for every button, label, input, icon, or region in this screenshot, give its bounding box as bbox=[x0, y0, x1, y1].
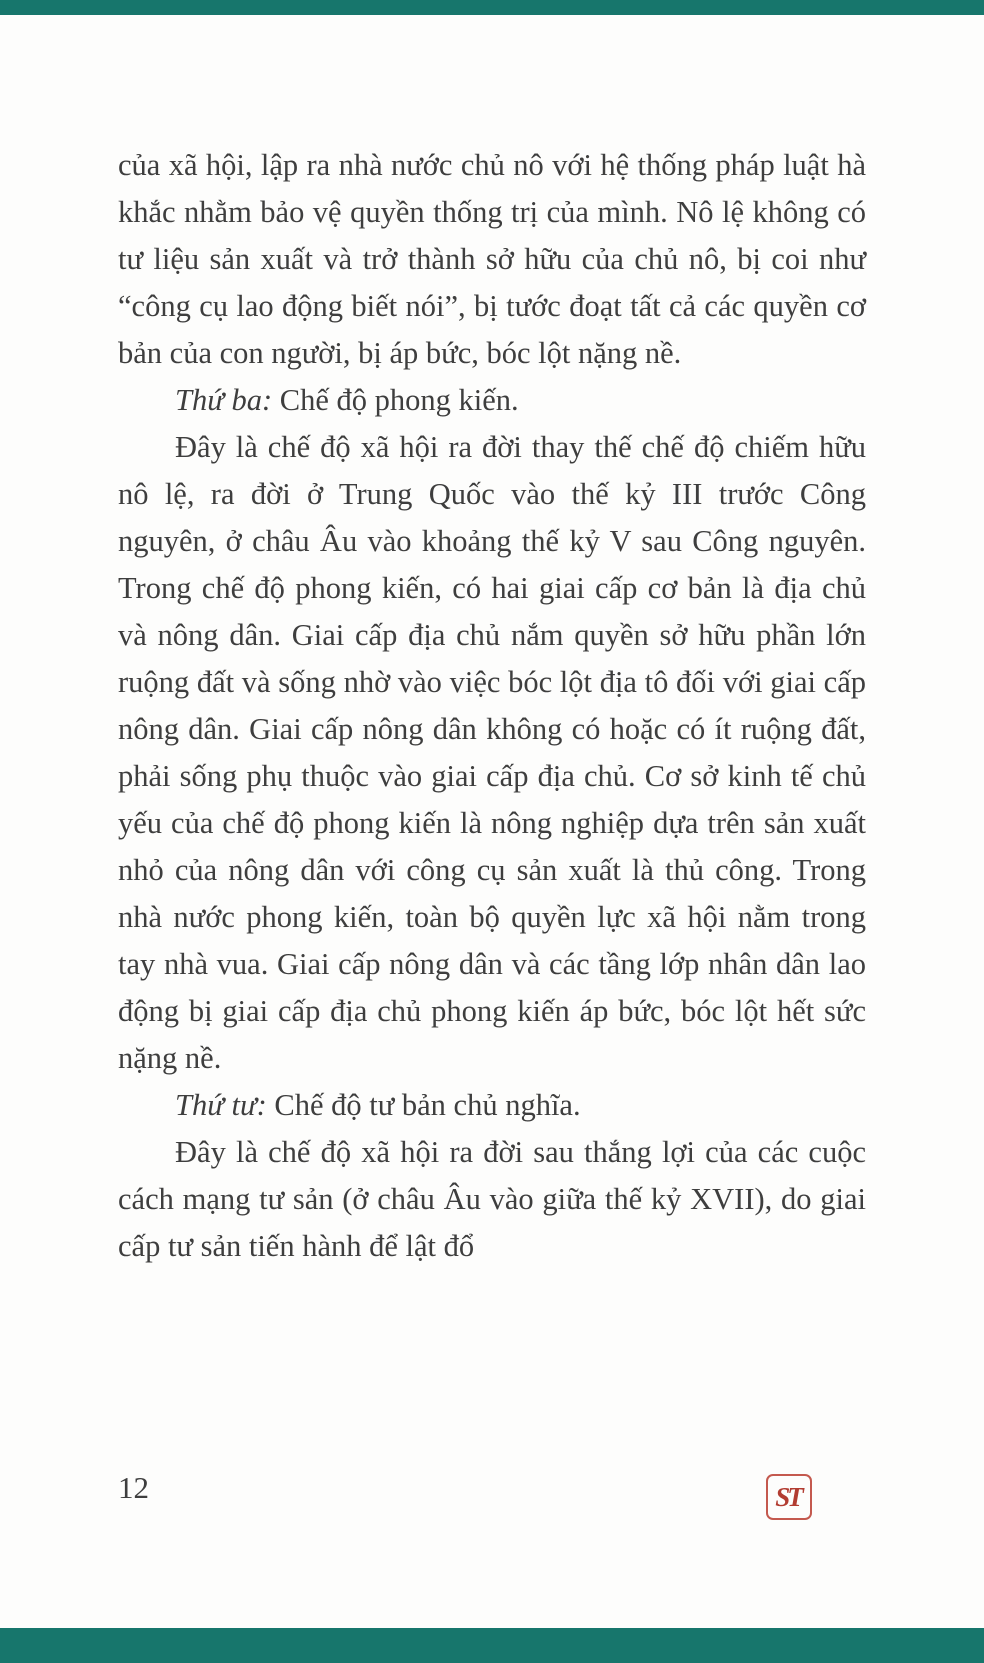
paragraph-capitalism-body: Đây là chế độ xã hội ra đời sau thắng lợi của các cuộc cách mạng tư sản (ở châu Âu vào giữa thế kỷ XVII), do giai cấp tư sản tiến hành để lật đổ bbox=[118, 1135, 866, 1263]
paragraph-heading-feudalism bbox=[118, 377, 866, 424]
bottom-border-band bbox=[0, 1628, 984, 1663]
paragraph-heading-capitalism bbox=[118, 1082, 866, 1129]
page-number: 12 bbox=[118, 1470, 149, 1505]
paragraph-slavery-continued: của xã hội, lập ra nhà nước chủ nô với hệ thống pháp luật hà khắc nhằm bảo vệ quyền thống trị của mình. Nô lệ không có tư liệu sản xuất và trở thành sở hữu của chủ nô, bị coi như “công cụ lao động biết nói”, bị tước đoạt tất cả các quyền cơ bản của con người, bị áp bức, bóc lột nặng nề. bbox=[118, 148, 866, 370]
heading-rest: Chế độ phong kiến. bbox=[272, 383, 519, 417]
paragraph-feudalism-body: Đây là chế độ xã hội ra đời thay thế chế độ chiếm hữu nô lệ, ra đời ở Trung Quốc vào thế kỷ III trước Công nguyên, ở châu Âu vào khoảng thế kỷ V sau Công nguyên. Trong chế độ phong kiến, có hai giai cấp cơ bản là địa chủ và nông dân. Giai cấp địa chủ nắm quyền sở hữu phần lớn ruộng đất và sống nhờ vào việc bóc lột địa tô đối với giai cấp nông dân. Giai cấp nông dân không có hoặc có ít ruộng đất, phải sống phụ thuộc vào giai cấp địa chủ. Cơ sở kinh tế chủ yếu của chế độ phong kiến là nông nghiệp dựa trên sản xuất nhỏ của nông dân với công cụ sản xuất là thủ công. Trong nhà nước phong kiến, toàn bộ quyền lực xã hội nằm trong tay nhà vua. Giai cấp nông dân và các tầng lớp nhân dân lao động bị giai cấp địa chủ phong kiến áp bức, bóc lột hết sức nặng nề. bbox=[118, 430, 866, 1075]
top-border-band bbox=[0, 0, 984, 15]
heading-rest: Chế độ tư bản chủ nghĩa. bbox=[266, 1088, 581, 1122]
page-text-block bbox=[118, 142, 866, 1270]
heading-lead-italic: Thứ ba: bbox=[175, 383, 273, 417]
heading-lead-italic: Thứ tư: bbox=[175, 1088, 267, 1122]
publisher-seal-text: ST bbox=[775, 1481, 801, 1512]
publisher-seal bbox=[766, 1474, 812, 1520]
